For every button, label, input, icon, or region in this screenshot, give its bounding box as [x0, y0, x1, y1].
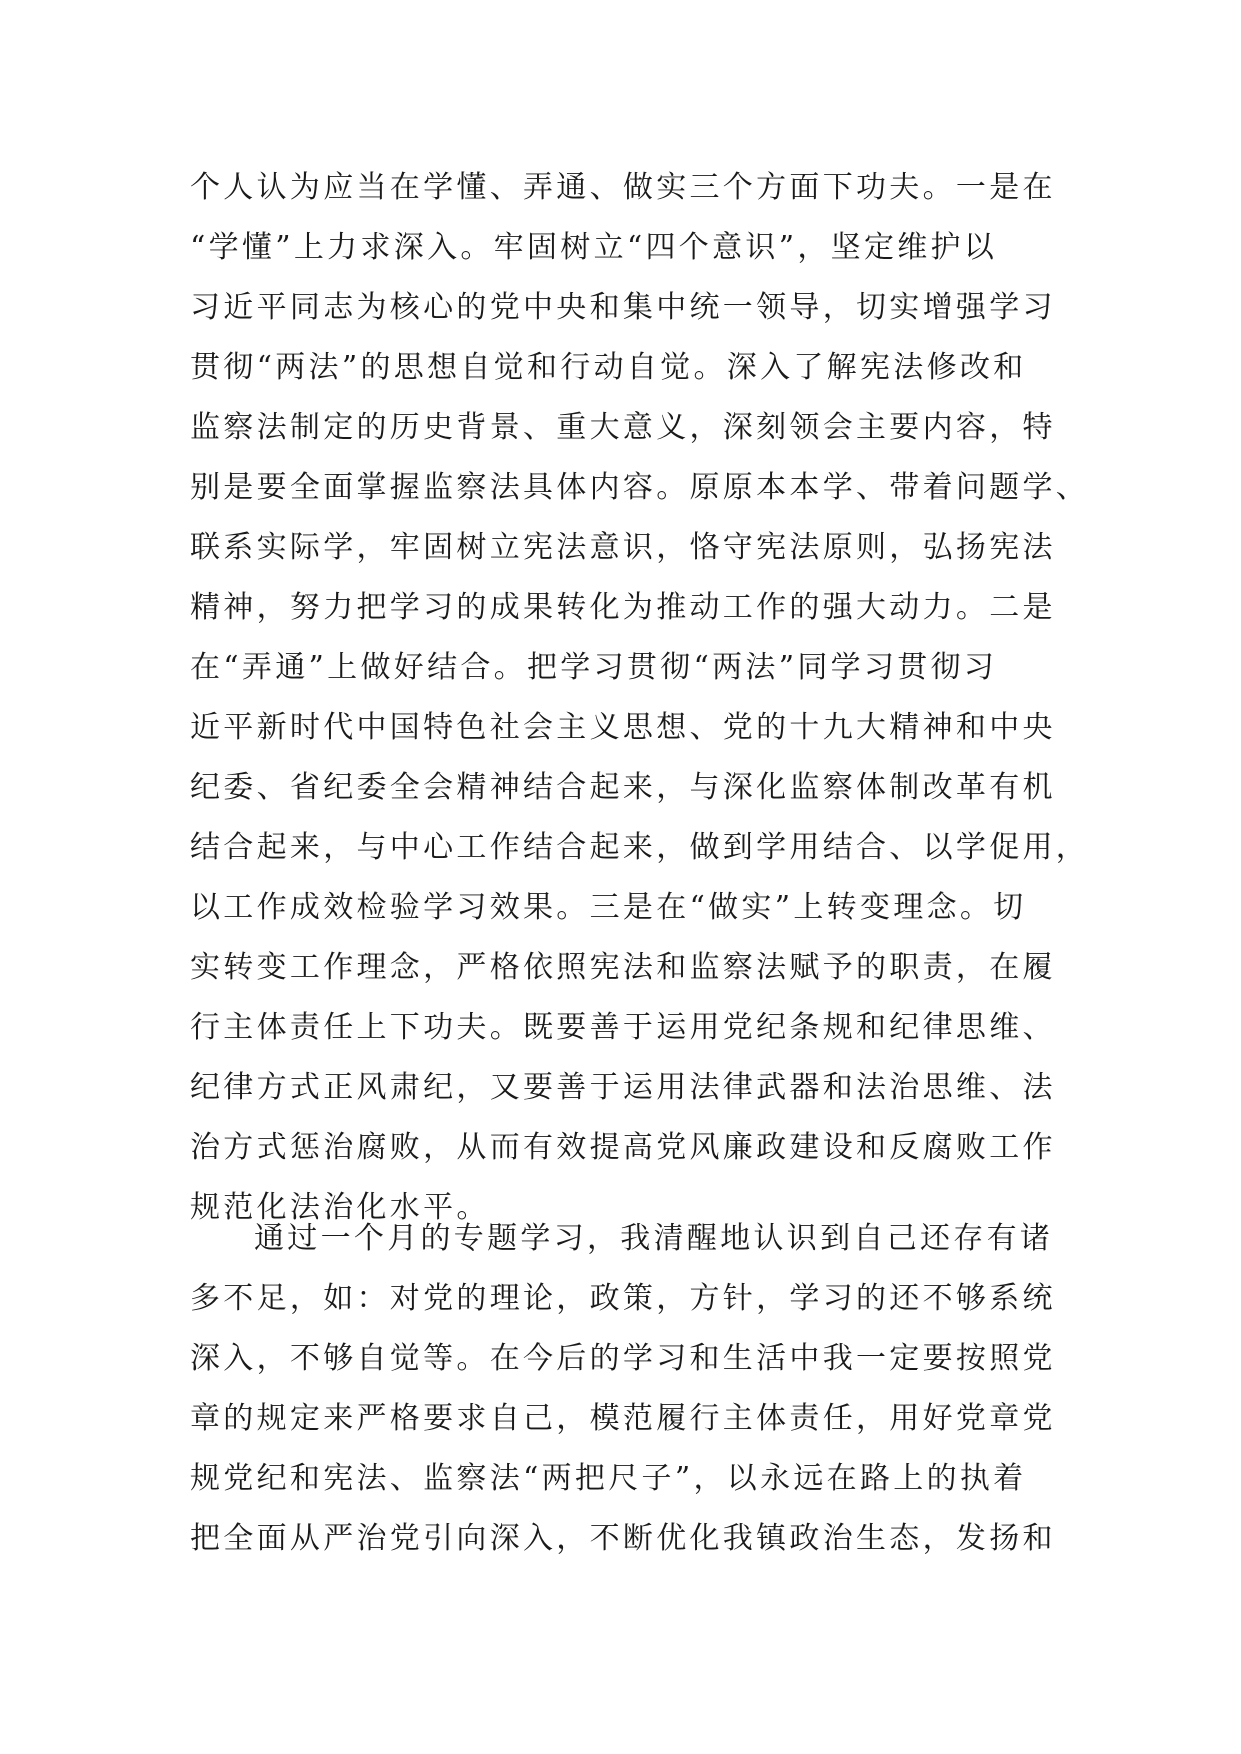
paragraph-2-line: 深入，不够自觉等。在今后的学习和生活中我一定要按照党: [190, 1341, 1056, 1376]
paragraph-1-line: 近平新时代中国特色社会主义思想、党的十九大精神和中央: [190, 710, 1056, 745]
paragraph-1-line: 在“弄通”上做好结合。把学习贯彻“两法”同学习贯彻习: [190, 650, 998, 685]
paragraph-2-line: 章的规定来严格要求自己，模范履行主体责任，用好党章党: [190, 1401, 1056, 1436]
paragraph-1-line: “学懂”上力求深入。牢固树立“四个意识”，坚定维护以: [190, 230, 998, 265]
paragraph-1-line: 纪委、省纪委全会精神结合起来，与深化监察体制改革有机: [190, 770, 1056, 805]
paragraph-1-line: 实转变工作理念，严格依照宪法和监察法赋予的职责，在履: [190, 950, 1056, 985]
paragraph-1-line: 治方式惩治腐败，从而有效提高党风廉政建设和反腐败工作: [190, 1130, 1056, 1165]
paragraph-1-line: 联系实际学，牢固树立宪法意识，恪守宪法原则，弘扬宪法: [190, 530, 1056, 565]
paragraph-1-line: 习近平同志为核心的党中央和集中统一领导，切实增强学习: [190, 290, 1056, 325]
paragraph-2-line: 把全面从严治党引向深入，不断优化我镇政治生态，发扬和: [190, 1521, 1056, 1556]
paragraph-2-line: 规党纪和宪法、监察法“两把尺子”，以永远在路上的执着: [190, 1461, 1027, 1496]
paragraph-1-line: 别是要全面掌握监察法具体内容。原原本本学、带着问题学、: [190, 470, 1090, 505]
paragraph-2-line: 通过一个月的专题学习，我清醒地认识到自己还存有诸: [254, 1221, 1054, 1256]
paragraph-1-line: 监察法制定的历史背景、重大意义，深刻领会主要内容，特: [190, 410, 1056, 445]
paragraph-2: [190, 1209, 1070, 1569]
paragraph-1-line: 贯彻“两法”的思想自觉和行动自觉。深入了解宪法修改和: [190, 350, 1027, 385]
paragraph-1-line: 规范化法治化水平。: [190, 1190, 490, 1225]
paragraph-1-line: 结合起来，与中心工作结合起来，做到学用结合、以学促用，: [190, 830, 1090, 865]
paragraph-1-line: 行主体责任上下功夫。既要善于运用党纪条规和纪律思维、: [190, 1010, 1056, 1045]
paragraph-1-line: 精神，努力把学习的成果转化为推动工作的强大动力。二是: [190, 590, 1056, 625]
paragraph-1-line: 个人认为应当在学懂、弄通、做实三个方面下功夫。一是在: [190, 170, 1056, 205]
paragraph-1: [190, 158, 1090, 1238]
paragraph-1-line: 以工作成效检验学习效果。三是在“做实”上转变理念。切: [190, 890, 1027, 925]
paragraph-2-line: 多不足，如：对党的理论，政策，方针，学习的还不够系统: [190, 1281, 1056, 1316]
paragraph-1-line: 纪律方式正风肃纪，又要善于运用法律武器和法治思维、法: [190, 1070, 1056, 1105]
